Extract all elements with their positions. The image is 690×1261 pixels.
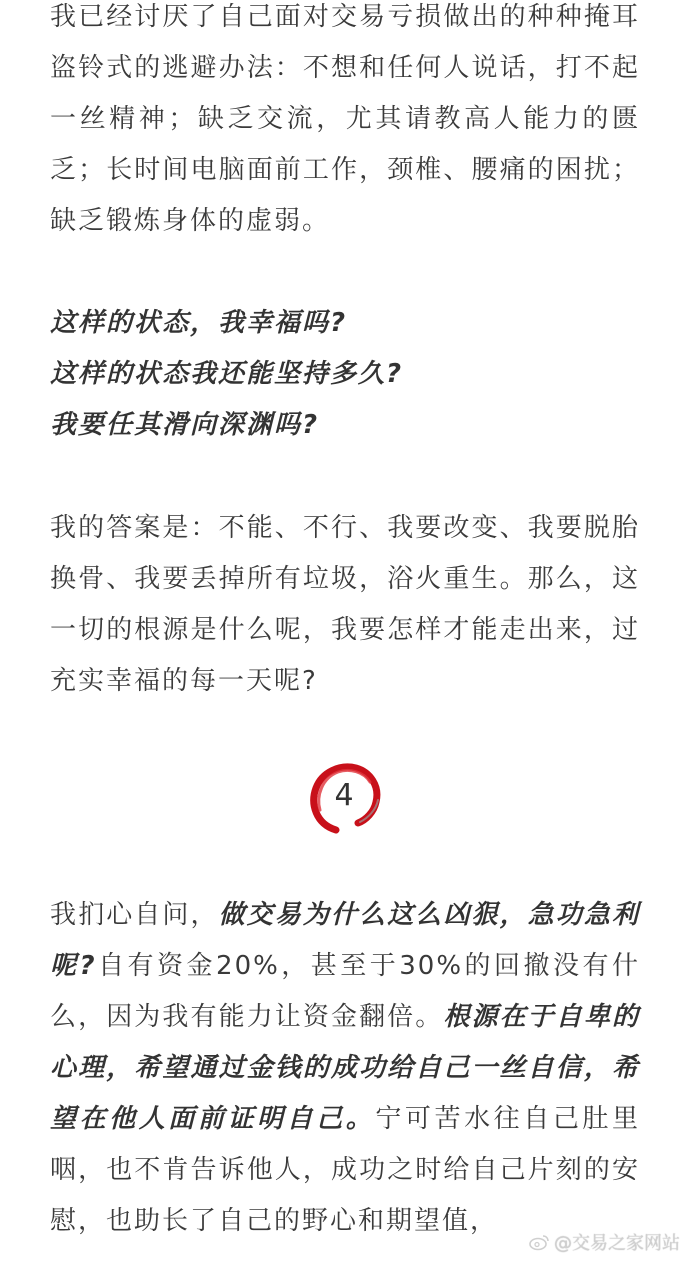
question-2: 这样的状态我还能坚持多久? [50,359,404,389]
paragraph-1: 我已经讨厌了自己面对交易亏损做出的种种掩耳盗铃式的逃避办法：不想和任何人说话，打不起一丝精神；缺乏交流，尤其请教高人能力的匮乏；长时间电脑面前工作，颈椎、腰痛的困扰；缺乏锻炼身体的虚弱。 [50,2,640,236]
paragraph-3-emphasis-1: 做交易为什么这么凶狠，急功急利呢? [50,900,640,981]
paragraph-3 [50,890,640,1247]
paragraph-3-text-2: 自有资金20%，甚至于30%的回撤没有什么，因为我有能力让资金翻倍。 [50,951,640,1032]
question-3: 我要任其滑向深渊吗? [50,410,320,440]
paragraph-3-text-1: 我扪心自问， [50,900,219,930]
question-1: 这样的状态，我幸福吗? [50,308,348,338]
question-block [50,298,640,451]
paragraph-3-text-3: 宁可苦水往自己肚里咽，也不肯告诉他人，成功之时给自己片刻的安慰，也助长了自己的野心和期望值， [50,1104,640,1236]
weibo-icon [528,1233,550,1251]
watermark [528,1229,680,1255]
paragraph-2: 我的答案是：不能、不行、我要改变、我要脱胎换骨、我要丢掉所有垃圾，浴火重生。那么，这一切的根源是什么呢，我要怎样才能走出来，过充实幸福的每一天呢? [50,513,640,696]
section-number-badge [306,760,382,836]
section-number: 4 [334,778,354,813]
paragraph-3-emphasis-2: 根源在于自卑的心理，希望通过金钱的成功给自己一丝自信，希望在他人面前证明自己。 [50,1002,640,1134]
watermark-text: @交易之家网站 [554,1233,680,1254]
